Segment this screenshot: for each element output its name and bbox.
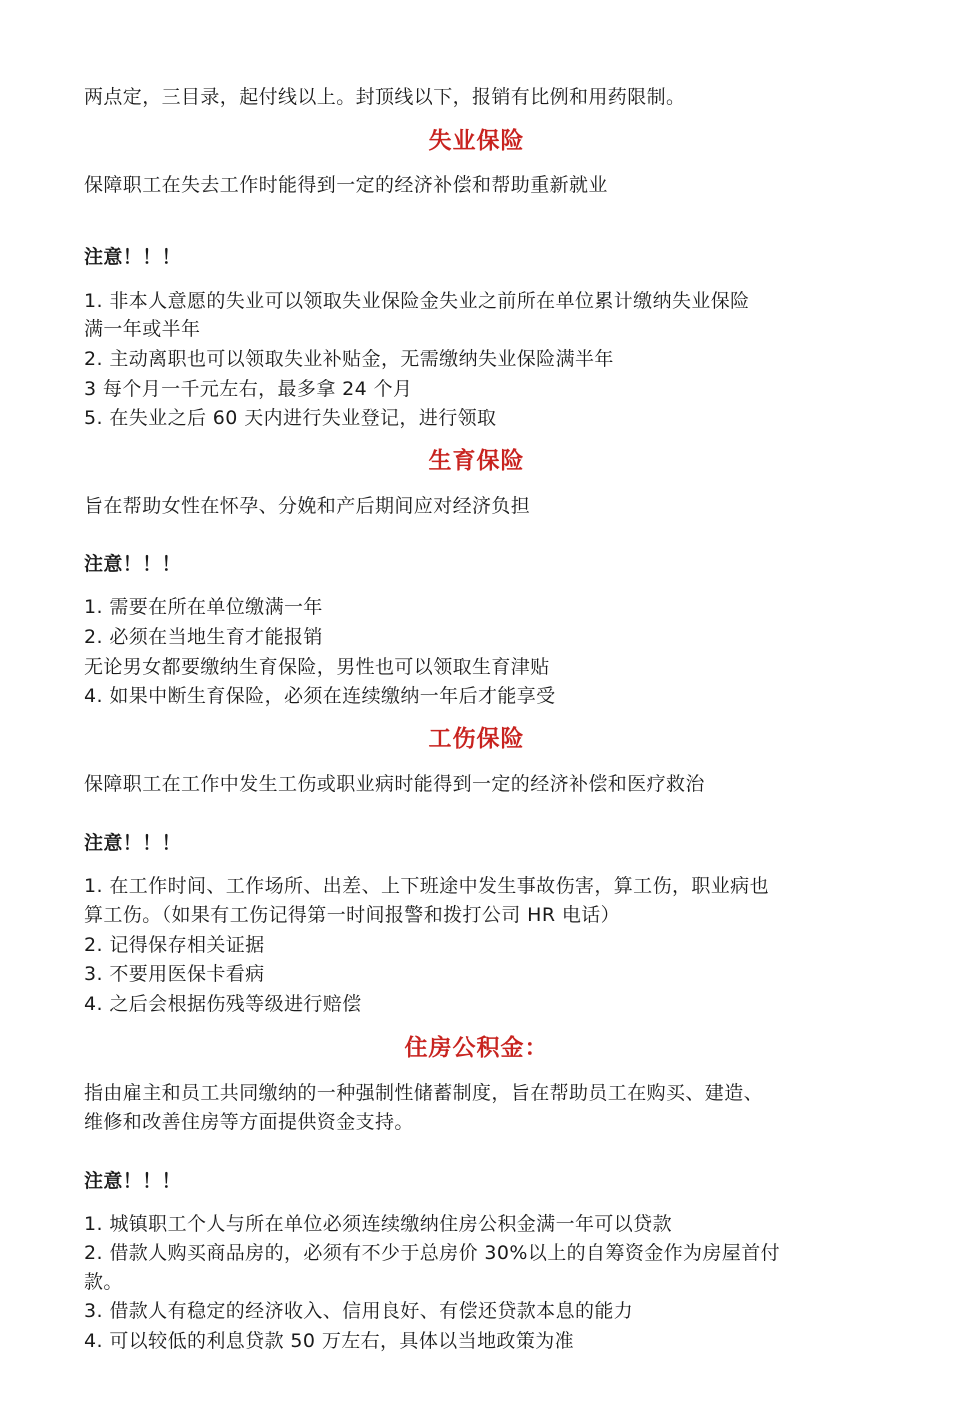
list-item: 1. 需要在所在单位缴满一年 — [84, 596, 323, 618]
list-item: 3. 借款人有稳定的经济收入、信用良好、有偿还贷款本息的能力 — [84, 1300, 634, 1322]
note-label: 注意！！！ — [84, 246, 182, 268]
list-item: 2. 主动离职也可以领取失业补贴金，无需缴纳失业保险满半年 — [84, 348, 614, 370]
list-item: 4. 可以较低的利息贷款 50 万左右，具体以当地政策为准 — [84, 1330, 575, 1352]
list-item: 无论男女都要缴纳生育保险，男性也可以领取生育津贴 — [84, 656, 550, 678]
section-title-unemployment: 失业保险 — [428, 128, 525, 154]
list-item: 5. 在失业之后 60 天内进行失业登记，进行领取 — [84, 407, 497, 429]
section-description: 旨在帮助女性在怀孕、分娩和产后期间应对经济负担 — [84, 495, 531, 517]
list-item: 1. 城镇职工个人与所在单位必须连续缴纳住房公积金满一年可以贷款 — [84, 1213, 672, 1235]
list-item: 款。 — [84, 1271, 123, 1293]
note-label: 注意！！！ — [84, 832, 182, 854]
section-description: 维修和改善住房等方面提供资金支持。 — [84, 1111, 414, 1133]
list-item: 3. 不要用医保卡看病 — [84, 963, 265, 985]
section-title-work-injury: 工伤保险 — [428, 726, 525, 752]
section-description: 保障职工在工作中发生工伤或职业病时能得到一定的经济补偿和医疗救治 — [84, 773, 705, 795]
section-title-housing-fund: 住房公积金： — [404, 1035, 549, 1061]
note-label: 注意！！！ — [84, 553, 182, 575]
list-item: 1. 非本人意愿的失业可以领取失业保险金失业之前所在单位累计缴纳失业保险 — [84, 290, 750, 312]
list-item: 1. 在工作时间、工作场所、出差、上下班途中发生事故伤害，算工伤，职业病也 — [84, 875, 769, 897]
list-item: 3 每个月一千元左右，最多拿 24 个月 — [84, 378, 413, 400]
list-item: 4. 之后会根据伤残等级进行赔偿 — [84, 993, 362, 1015]
list-item: 2. 记得保存相关证据 — [84, 934, 265, 956]
section-description: 指由雇主和员工共同缴纳的一种强制性储蓄制度，旨在帮助员工在购买、建造、 — [84, 1082, 764, 1104]
list-item: 2. 借款人购买商品房的，必须有不少于总房价 30%以上的自筹资金作为房屋首付 — [84, 1242, 781, 1264]
intro-text: 两点定，三目录，起付线以上。封顶线以下，报销有比例和用药限制。 — [84, 86, 686, 108]
list-item: 算工伤。（如果有工伤记得第一时间报警和拨打公司 HR 电话） — [84, 904, 621, 926]
list-item: 满一年或半年 — [84, 318, 201, 340]
note-label: 注意！！！ — [84, 1170, 182, 1192]
section-title-maternity: 生育保险 — [428, 448, 525, 474]
section-description: 保障职工在失去工作时能得到一定的经济补偿和帮助重新就业 — [84, 174, 608, 196]
list-item: 2. 必须在当地生育才能报销 — [84, 626, 323, 648]
list-item: 4. 如果中断生育保险，必须在连续缴纳一年后才能享受 — [84, 685, 556, 707]
